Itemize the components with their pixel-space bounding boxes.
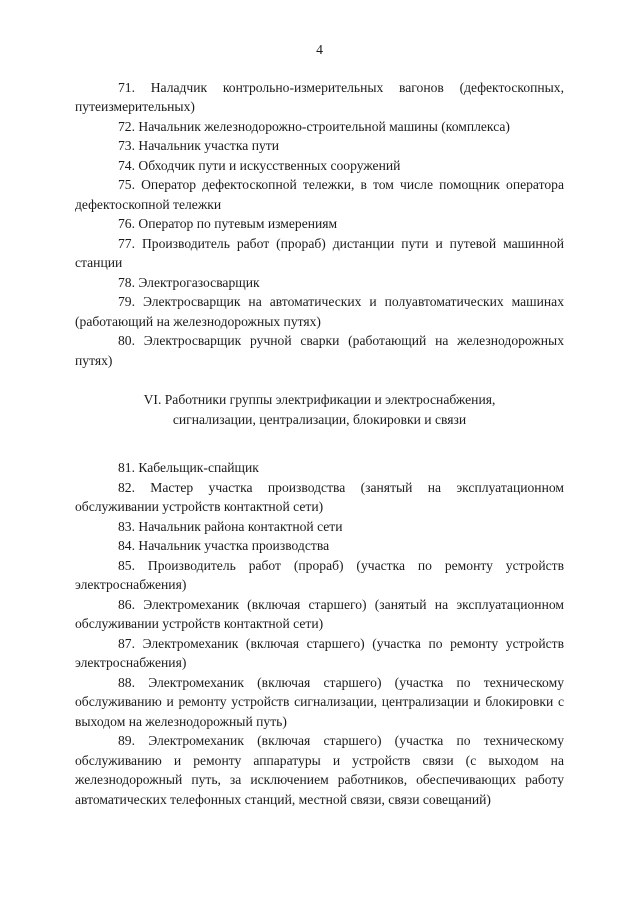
occupation-list-part-5 [75, 78, 564, 371]
list-item: 71. Наладчик контрольно-измерительных вагонов (дефектоскопных, путеизмерительных) [75, 79, 564, 114]
list-item: 85. Производитель работ (прораб) (участка по ремонту устройств электроснабжения) [75, 557, 564, 592]
list-item: 86. Электромеханик (включая старшего) (занятый на эксплуатационном обслуживании устройств контактной сети) [75, 596, 564, 631]
list-item: 81. Кабельщик-спайщик [118, 460, 259, 475]
list-item: 88. Электромеханик (включая старшего) (участка по техническому обслуживанию и ремонту устройств сигнализации, централизации и блокировки с выходом на железнодорожный путь) [75, 674, 564, 729]
list-item: 76. Оператор по путевым измерениям [118, 216, 338, 231]
list-item: 84. Начальник участка производства [118, 538, 330, 553]
list-item: 78. Электрогазосварщик [118, 274, 260, 290]
list-item: 79. Электросварщик на автоматических и полуавтоматических машинах (работающий на железнодорожных путях) [75, 294, 564, 329]
list-item: 75. Оператор дефектоскопной тележки, в том числе помощник оператора дефектоскопной тележки [75, 177, 564, 212]
list-item: 73. Начальник участка пути [118, 138, 279, 153]
list-item: 89. Электромеханик (включая старшего) (участка по техническому обслуживанию и ремонту аппаратуры и устройств связи (с выходом на железнодорожный путь, за исключением работников, обеспечивающих работу автоматических телефонных станций, местной связи, связи совещаний) [75, 733, 564, 807]
list-item: 82. Мастер участка производства (занятый на эксплуатационном обслуживании устройств контактной сети) [75, 479, 564, 514]
section-heading-line-1: VI. Работники группы электрификации и электроснабжения, [143, 392, 496, 407]
document-page [75, 40, 564, 809]
list-item: 74. Обходчик пути и искусственных сооружений [118, 157, 401, 173]
occupation-list-part-6 [75, 458, 564, 809]
section-heading-line-2: сигнализации, централизации, блокировки и связи [172, 411, 467, 427]
page-number: 4 [316, 42, 323, 57]
list-item: 87. Электромеханик (включая старшего) (участка по ремонту устройств электроснабжения) [75, 635, 564, 670]
list-item: 72. Начальник железнодорожно-строительной машины (комплекса) [118, 118, 510, 134]
list-item: 83. Начальник района контактной сети [118, 518, 343, 534]
section-heading [75, 390, 564, 429]
list-item: 80. Электросварщик ручной сварки (работающий на железнодорожных путях) [75, 333, 564, 368]
list-item: 77. Производитель работ (прораб) дистанции пути и путевой машинной станции [75, 235, 564, 270]
